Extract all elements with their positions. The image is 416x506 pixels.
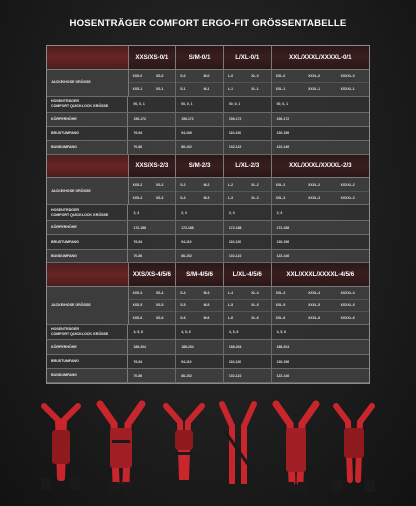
size-subrow — [129, 83, 176, 96]
koerper-value: 188-204 — [128, 340, 176, 354]
size-code: XS-2 — [155, 182, 164, 187]
brust-value: 110-130 — [224, 235, 272, 249]
size-code: XL-3 — [251, 196, 259, 201]
size-subrow — [176, 287, 223, 300]
size-code: XXXXL-0 — [340, 73, 355, 78]
size-group — [129, 178, 177, 204]
row-label: BUNDUMFANG — [47, 369, 128, 382]
size-subrow — [224, 192, 271, 205]
brust-value: 110-130 — [224, 355, 272, 369]
brust-value: 76-94 — [128, 127, 176, 141]
size-subrow — [129, 70, 176, 84]
bund-value: 70-86 — [128, 369, 176, 382]
size-group — [176, 287, 224, 324]
size-code: XXXXL-2 — [340, 182, 355, 187]
bund-value: 122-146 — [276, 145, 290, 150]
harness-photo-6 — [333, 406, 375, 492]
koerper-value: 156-172 — [224, 113, 272, 126]
quicklock-value: 00, 0, 1 — [276, 102, 288, 107]
harness-photo-5 — [276, 404, 316, 494]
size-subrow — [176, 178, 223, 192]
koerper-value: 172-188 — [176, 221, 224, 235]
size-code: XXXL-5 — [308, 303, 320, 308]
size-column-header: S/M-0/1 — [176, 46, 224, 69]
koerper-value: 156-172 — [176, 113, 224, 126]
size-subrow — [176, 192, 223, 205]
row-label: JACKE/HOSE GRÖSSE — [47, 287, 129, 324]
row-brustumfang — [47, 355, 369, 370]
size-code: XS-3 — [155, 196, 164, 201]
size-subrow — [176, 83, 223, 96]
row-brustumfang — [47, 127, 369, 142]
size-column-header: L/XL-0/1 — [224, 46, 272, 69]
size-code: XXL-5 — [275, 303, 286, 308]
size-code: S-5 — [180, 303, 186, 308]
size-code: L-5 — [227, 303, 234, 308]
quicklock-value: 2, 3 — [128, 205, 176, 219]
size-subrow — [272, 192, 369, 205]
size-code: XXS-0 — [132, 73, 143, 78]
row-label — [47, 205, 128, 219]
harness-photo-3 — [166, 406, 202, 492]
brust-value: 94-106 — [176, 127, 224, 141]
size-code: XL-6 — [251, 316, 259, 321]
row-label — [47, 97, 128, 112]
koerper-value: 172-188 — [224, 221, 272, 235]
row-quicklock — [47, 97, 369, 113]
quicklock-value: 4, 5, 6 — [176, 325, 224, 339]
size-code: M-0 — [203, 73, 210, 78]
row-quicklock — [47, 205, 369, 220]
size-code: XXXL-2 — [308, 182, 320, 187]
size-column-header: XXS/XS-2/3 — [129, 155, 177, 178]
size-code: XXXL-4 — [308, 290, 320, 295]
size-column-header: XXS/XS-0/1 — [129, 46, 177, 69]
row-label: BUNDUMFANG — [47, 141, 128, 154]
koerper-value: 156-172 — [128, 113, 176, 126]
quicklock-value: 00, 0, 1 — [128, 97, 176, 112]
size-subrow — [129, 192, 176, 205]
size-column-header: S/M-2/3 — [176, 155, 224, 178]
brust-value: 76-94 — [128, 355, 176, 369]
row-label: BUNDUMFANG — [47, 250, 128, 263]
size-column-header: XXL/XXXL/XXXXL-4/5/6 — [286, 271, 355, 279]
size-subrow — [272, 300, 369, 313]
size-code: L-0 — [227, 73, 234, 78]
section-header — [47, 155, 369, 179]
size-code: M-2 — [203, 182, 210, 187]
size-group — [176, 178, 224, 204]
row-jacke-hose — [47, 178, 369, 205]
size-group — [272, 178, 369, 204]
brust-value: 94-110 — [176, 235, 224, 249]
size-column-header: S/M-4/5/6 — [176, 263, 224, 286]
quicklock-value: 4, 5, 6 — [224, 325, 272, 339]
size-code: L-3 — [227, 196, 234, 201]
quicklock-value: 4, 5, 6 — [276, 330, 287, 335]
quicklock-value: 2, 3 — [224, 205, 272, 219]
size-code: XXL-1 — [275, 87, 286, 92]
quicklock-value: 2, 3 — [176, 205, 224, 219]
brust-value: 94-110 — [176, 355, 224, 369]
size-column-header: L/XL-4/5/6 — [224, 263, 272, 286]
size-subrow — [176, 312, 223, 324]
size-subrow — [129, 287, 176, 300]
row-label-line: COMFORT QUICKLOCK GRÖSSE — [51, 212, 109, 217]
koerper-value: 172-188 — [276, 225, 290, 230]
row-koerperhoehe — [47, 340, 369, 355]
size-column-header: XXS/XS-4/5/6 — [129, 263, 177, 286]
koerper-value: 188-204 — [276, 345, 290, 350]
size-code: XXL-3 — [275, 196, 286, 201]
size-subrow — [129, 178, 176, 192]
size-code: XXS-5 — [132, 303, 143, 308]
size-code: XXXXL-6 — [340, 316, 355, 321]
size-subrow — [224, 312, 271, 324]
row-label-line: COMFORT QUICKLOCK GRÖSSE — [51, 332, 109, 337]
brust-value: 130-156 — [276, 131, 290, 136]
harness-photo-1 — [41, 406, 81, 490]
size-code: M-5 — [203, 303, 210, 308]
bund-value: 122-146 — [276, 254, 290, 259]
size-code: M-3 — [203, 196, 210, 201]
size-subrow — [176, 70, 223, 84]
row-label: KÖRPERHÖHE — [47, 340, 128, 354]
size-code: S-3 — [180, 196, 186, 201]
size-code: XL-2 — [251, 182, 259, 187]
quicklock-value: 00, 0, 1 — [176, 97, 224, 112]
size-code: S-2 — [180, 182, 186, 187]
quicklock-value: 2, 3 — [276, 210, 283, 215]
size-code: L-2 — [227, 182, 234, 187]
size-group — [176, 70, 224, 96]
row-jacke-hose — [47, 70, 369, 97]
size-subrow — [129, 312, 176, 324]
header-corner — [47, 46, 129, 69]
size-group — [272, 287, 369, 324]
koerper-value: 172-188 — [128, 221, 176, 235]
size-code: XS-0 — [155, 73, 164, 78]
size-group — [272, 70, 369, 96]
size-subrow — [272, 312, 369, 324]
size-subrow — [224, 83, 271, 96]
header-corner — [47, 155, 129, 178]
size-code: XS-5 — [155, 303, 164, 308]
size-code: XXS-2 — [132, 182, 143, 187]
size-code: XXXXL-4 — [340, 290, 355, 295]
size-subrow — [176, 300, 223, 313]
bund-value: 86-102 — [176, 141, 224, 154]
row-label: BRUSTUMFANG — [47, 127, 128, 141]
size-code: XXL-0 — [275, 73, 286, 78]
size-code: XXS-1 — [132, 87, 143, 92]
size-code: XXXL-3 — [308, 196, 320, 201]
row-label: JACKE/HOSE GRÖSSE — [47, 178, 129, 204]
koerper-value: 188-204 — [224, 340, 272, 354]
bund-value: 102-122 — [224, 369, 272, 382]
size-subrow — [224, 178, 271, 192]
row-label-line: HOSENTRÄGER — [51, 99, 79, 104]
row-label-line: COMFORT QUICKLOCK GRÖSSE — [51, 104, 109, 109]
row-label-line: HOSENTRÄGER — [51, 327, 79, 332]
brust-value: 76-94 — [128, 235, 176, 249]
bund-value: 122-146 — [276, 373, 290, 378]
row-brustumfang — [47, 235, 369, 250]
size-code: L-4 — [227, 290, 234, 295]
size-column-header: XXL/XXXL/XXXXL-0/1 — [289, 53, 352, 61]
row-koerperhoehe — [47, 221, 369, 236]
bund-value: 102-122 — [224, 141, 272, 154]
size-code: L-1 — [227, 87, 234, 92]
bund-value: 102-122 — [224, 250, 272, 263]
quicklock-value: 00, 0, 1 — [224, 97, 272, 112]
size-code: XL-4 — [251, 290, 259, 295]
size-code: XXS-3 — [132, 196, 143, 201]
size-subrow — [272, 178, 369, 192]
size-subrow — [224, 287, 271, 300]
page-title: HOSENTRÄGER COMFORT ERGO-FIT GRÖSSENTABELLE — [69, 18, 347, 29]
size-group — [129, 287, 177, 324]
row-koerperhoehe — [47, 113, 369, 127]
row-label: KÖRPERHÖHE — [47, 221, 128, 235]
row-label-line: HOSENTRÄGER — [51, 207, 79, 212]
size-column-header: L/XL-2/3 — [224, 155, 272, 178]
size-code: XS-6 — [155, 316, 164, 321]
brust-value: 130-156 — [276, 359, 290, 364]
bund-value: 86-102 — [176, 369, 224, 382]
row-jacke-hose — [47, 287, 369, 325]
size-code: XXL-6 — [275, 316, 286, 321]
row-label: KÖRPERHÖHE — [47, 113, 128, 126]
row-label: BRUSTUMFANG — [47, 235, 128, 249]
size-code: XXXXL-5 — [340, 303, 355, 308]
section-header — [47, 46, 369, 70]
size-code: XL-5 — [251, 303, 259, 308]
brust-value: 130-156 — [276, 240, 290, 245]
size-subrow — [129, 300, 176, 313]
size-code: S-1 — [180, 87, 186, 92]
size-subrow — [224, 300, 271, 313]
koerper-value: 156-172 — [276, 117, 290, 122]
size-code: XL-0 — [251, 73, 259, 78]
row-quicklock — [47, 325, 369, 340]
size-group — [224, 70, 272, 96]
row-label: JACKE/HOSE GRÖSSE — [47, 70, 129, 96]
row-bundumfang — [47, 250, 369, 264]
harness-photo-4 — [222, 404, 254, 496]
size-code: M-1 — [203, 87, 210, 92]
size-group — [224, 178, 272, 204]
row-label — [47, 325, 128, 339]
size-code: XS-4 — [155, 290, 164, 295]
size-code: S-4 — [180, 290, 186, 295]
size-code: XXL-4 — [275, 290, 286, 295]
bund-value: 70-86 — [128, 141, 176, 154]
size-code: XXXXL-1 — [340, 87, 355, 92]
size-group — [129, 70, 177, 96]
size-code: XXS-4 — [132, 290, 143, 295]
size-code: XXXL-1 — [308, 87, 320, 92]
row-bundumfang — [47, 141, 369, 155]
size-code: XL-1 — [251, 87, 259, 92]
size-code: XXL-2 — [275, 182, 286, 187]
size-code: XS-1 — [155, 87, 164, 92]
bund-value: 86-102 — [176, 250, 224, 263]
section-header — [47, 263, 369, 287]
koerper-value: 188-204 — [176, 340, 224, 354]
size-subrow — [272, 83, 369, 96]
size-code: S-0 — [180, 73, 186, 78]
size-code: M-6 — [203, 316, 210, 321]
size-column-header: XXL/XXXL/XXXXL-2/3 — [289, 162, 352, 170]
size-subrow — [272, 287, 369, 300]
size-subrow — [272, 70, 369, 84]
bund-value: 70-86 — [128, 250, 176, 263]
size-subrow — [224, 70, 271, 84]
size-code: XXS-6 — [132, 316, 143, 321]
row-bundumfang — [47, 369, 369, 383]
quicklock-value: 4, 5, 6 — [128, 325, 176, 339]
product-photos — [0, 400, 416, 506]
harness-photo-2 — [100, 404, 142, 494]
size-code: XXXL-6 — [308, 316, 320, 321]
size-code: S-6 — [180, 316, 186, 321]
row-label: BRUSTUMFANG — [47, 355, 128, 369]
size-group — [224, 287, 272, 324]
size-code: XXXL-0 — [308, 73, 320, 78]
size-code: L-6 — [227, 316, 234, 321]
size-code: M-4 — [203, 290, 210, 295]
size-code: XXXXL-3 — [340, 196, 355, 201]
size-table — [46, 45, 370, 384]
brust-value: 110-130 — [224, 127, 272, 141]
header-corner — [47, 263, 129, 286]
